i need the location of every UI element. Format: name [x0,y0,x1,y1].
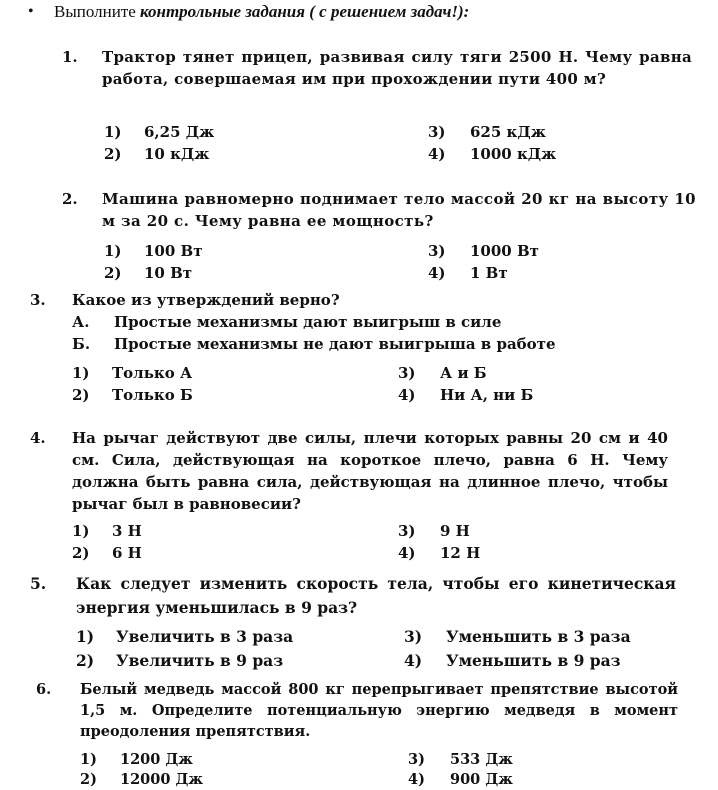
answer-number: 4) [428,264,446,282]
answer-text: 6,25 Дж [144,123,215,141]
answer-text: 1000 кДж [470,145,557,163]
answer-text: Ни А, ни Б [440,386,534,404]
answer-text: 10 Вт [144,264,193,282]
answer-option-1[interactable] [72,520,142,542]
question-6 [36,679,708,789]
question-text: На рычаг действуют две силы, плечи которых равны 20 см и 40 см. Сила, действующая на короткое плечо, равна 6 Н. Чему должна быть равна сила, действующая на длинное плечо, чтобы рычаг был в равновесии? [72,429,668,513]
answer-text: Уменьшить в 3 раза [446,627,631,646]
answer-number: 3) [428,242,446,260]
answer-number: 3) [398,522,416,540]
answer-number: 1) [72,522,90,540]
statement-text: Простые механизмы дают выигрыш в силе [114,313,502,331]
answer-text: Уменьшить в 9 раз [446,651,621,670]
question-3 [30,289,700,409]
answer-text: 1200 Дж [120,751,193,768]
answer-option-3[interactable] [404,625,631,649]
answer-text: 1 Вт [470,264,508,282]
question-number: 6. [36,681,52,698]
answer-number: 3) [408,751,425,768]
answer-number: 1) [104,123,122,141]
answer-text: 625 кДж [470,123,546,141]
answer-option-2[interactable] [72,384,193,406]
answer-number: 4) [398,386,416,404]
answer-text: 6 Н [112,544,142,562]
answer-number: 4) [404,651,423,670]
statement-label: А. [72,313,90,331]
question-text: Белый медведь массой 800 кг перепрыгивает препятствие высотой 1,5 м. Определите потенциальную энергию медведя в момент преодоления препятствия. [80,681,678,740]
answer-text: 3 Н [112,522,142,540]
question-number: 1. [62,48,78,66]
answer-option-4[interactable] [428,262,508,284]
answer-option-2[interactable] [104,262,192,284]
answer-option-2[interactable] [104,143,209,165]
answer-number: 2) [104,264,122,282]
answer-number: 4) [398,544,416,562]
instructions-prefix: Выполните [54,2,141,21]
statement-a [72,311,501,333]
answer-text: Увеличить в 9 раз [116,651,284,670]
question-text: Как следует изменить скорость тела, чтобы его кинетическая энергия уменьшилась в 9 раз? [76,574,676,617]
answer-number: 1) [76,627,95,646]
question-number: 2. [62,190,78,208]
answer-text: 900 Дж [450,771,513,788]
question-text: Трактор тянет прицеп, развивая силу тяги 2500 Н. Чему равна работа, совершаемая им при прохождении пути 400 м? [102,48,692,88]
answer-option-3[interactable] [428,240,539,262]
answer-option-3[interactable] [398,362,487,384]
answer-number: 3) [398,364,416,382]
question-number: 5. [30,574,47,593]
instructions-emphasis: контрольные задания ( с решением задач!): [140,2,470,21]
answer-number: 1) [104,242,122,260]
answer-number: 3) [404,627,423,646]
statement-label: Б. [72,335,91,353]
answer-text: 12 Н [440,544,481,562]
answer-number: 1) [72,364,90,382]
answer-option-2[interactable] [72,542,142,564]
answer-number: 3) [428,123,446,141]
answer-text: 100 Вт [144,242,203,260]
answer-option-1[interactable] [104,121,214,143]
answer-option-1[interactable] [80,749,193,770]
answer-option-3[interactable] [428,121,546,143]
answer-option-3[interactable] [398,520,470,542]
answer-text: 12000 Дж [120,771,204,788]
answer-option-2[interactable] [80,769,203,790]
question-2 [62,188,698,288]
answer-number: 4) [428,145,446,163]
answer-text: 533 Дж [450,751,513,768]
instructions-text [54,2,469,22]
statement-b [72,333,556,355]
answer-option-4[interactable] [398,384,533,406]
question-number: 3. [30,291,46,309]
question-number: 4. [30,429,46,447]
statement-text: Простые механизмы не дают выигрыша в работе [114,335,556,353]
answer-option-2[interactable] [76,649,283,673]
answer-text: Только Б [112,386,193,404]
bullet-icon: • [28,3,34,20]
answer-option-4[interactable] [398,542,480,564]
answer-option-4[interactable] [408,769,513,790]
question-text: Какое из утверждений верно? [72,291,340,309]
answer-option-3[interactable] [408,749,513,770]
answer-number: 2) [72,386,90,404]
answer-text: Только А [112,364,193,382]
answer-option-1[interactable] [72,362,192,384]
answer-option-4[interactable] [428,143,556,165]
answer-option-4[interactable] [404,649,621,673]
answer-text: 10 кДж [144,145,210,163]
answer-option-1[interactable] [104,240,203,262]
answer-number: 4) [408,771,425,788]
answer-option-1[interactable] [76,625,293,649]
question-4 [30,427,700,567]
question-5 [30,572,710,672]
answer-text: А и Б [440,364,487,382]
answer-text: 9 Н [440,522,470,540]
answer-text: 1000 Вт [470,242,539,260]
answer-number: 2) [104,145,122,163]
answer-number: 2) [72,544,90,562]
answer-number: 1) [80,751,97,768]
answer-text: Увеличить в 3 раза [116,627,294,646]
question-text: Машина равномерно поднимает тело массой 20 кг на высоту 10 м за 20 с. Чему равна ее мощность? [102,190,696,230]
answer-number: 2) [76,651,95,670]
question-1 [62,46,698,166]
answer-number: 2) [80,771,97,788]
